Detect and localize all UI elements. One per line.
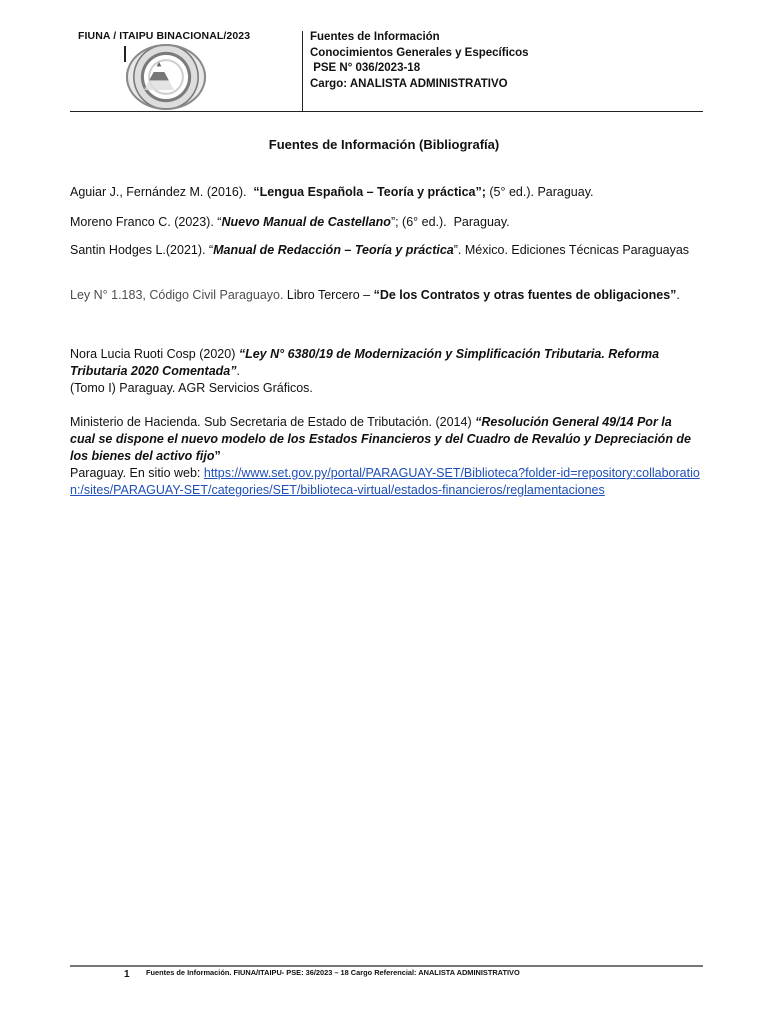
header-mark <box>124 46 126 62</box>
entry-6-url-link[interactable]: https://www.set.gov.py/portal/PARAGUAY-SET/Biblioteca?folder-id=repository:collaboration:/sites/PARAGUAY-SET/categories/SET/biblioteca-virtual/estados-financieros/reglamentaciones <box>70 466 700 497</box>
university-seal-logo <box>112 44 212 112</box>
entry-5-title: “Ley N° 6380/19 de Modernización y Simplificación Tributaria. Reforma Tributaria 2020 Comentada” <box>70 347 660 378</box>
entry-6-authors: Ministerio de Hacienda. Sub Secretaria de Estado de Tributación. (2014) <box>70 415 476 429</box>
entry-5-publication: (Tomo I) Paraguay. AGR Servicios Gráficos. <box>70 381 313 395</box>
entry-1-authors: Aguiar J., Fernández M. (2016). <box>70 185 254 199</box>
entry-2-title: Nuevo Manual de Castellano <box>221 215 391 229</box>
header-vertical-divider <box>302 31 303 112</box>
entry-2-authors: Moreno Franco C. (2023). “ <box>70 215 222 229</box>
entry-6-web-label: Paraguay. En sitio web: <box>70 466 204 480</box>
header-line-sources: Fuentes de Información <box>310 31 440 43</box>
bibliography-entry-2 <box>70 214 700 231</box>
footer-divider <box>70 965 703 967</box>
entry-1-title: “Lengua Española – Teoría y práctica”; <box>253 185 486 199</box>
footer-text: Fuentes de Información. FIUNA/ITAIPU- PSE: 36/2023 – 18 Cargo Referencial: ANALISTA ADMINISTRATIVO <box>146 968 520 977</box>
header-info <box>310 30 529 92</box>
entry-5-end: . <box>236 364 240 378</box>
bibliography-entry-4 <box>70 287 700 304</box>
entry-1-publication: (5° ed.). Paraguay. <box>485 185 594 199</box>
entry-4-book: Libro Tercero – <box>283 288 374 302</box>
header-line-pse: PSE N° 036/2023-18 <box>310 62 421 74</box>
entry-4-end: . <box>676 288 680 302</box>
header-left-title: FIUNA / ITAIPU BINACIONAL/2023 <box>78 30 251 42</box>
entry-6-title-close: ” <box>214 449 221 463</box>
header-line-knowledge: Conocimientos Generales y Específicos <box>310 46 529 59</box>
header-horizontal-divider <box>70 111 703 112</box>
footer-page-number: 1 <box>124 969 130 980</box>
entry-3-publication: ”. México. Ediciones Técnicas Paraguayas <box>453 243 690 257</box>
entry-5-authors: Nora Lucia Ruoti Cosp (2020) <box>70 347 239 361</box>
entry-3-authors: Santin Hodges L.(2021). “ <box>70 243 214 257</box>
bibliography-entry-3 <box>70 242 700 259</box>
entry-6-title: “Resolución General 49/14 Por la cual se dispone el nuevo modelo de los Estados Financieros y del Cuadro de Revalúo y Depreciación de los bienes del activo fijo <box>70 415 692 463</box>
bibliography-entry-5 <box>70 346 700 397</box>
entry-2-publication: ”; (6° ed.). Paraguay. <box>390 215 510 229</box>
bibliography-entry-1 <box>70 184 700 201</box>
entry-3-title: Manual de Redacción – Teoría y práctica <box>213 243 454 257</box>
entry-4-law: Ley N° 1.183, Código Civil Paraguayo. <box>70 288 284 302</box>
header-line-cargo: Cargo: ANALISTA ADMINISTRATIVO <box>310 77 508 90</box>
page-title: Fuentes de Información (Bibliografía) <box>268 137 500 152</box>
bibliography-entry-6 <box>70 414 700 499</box>
entry-4-title: “De los Contratos y otras fuentes de obligaciones” <box>373 288 677 302</box>
